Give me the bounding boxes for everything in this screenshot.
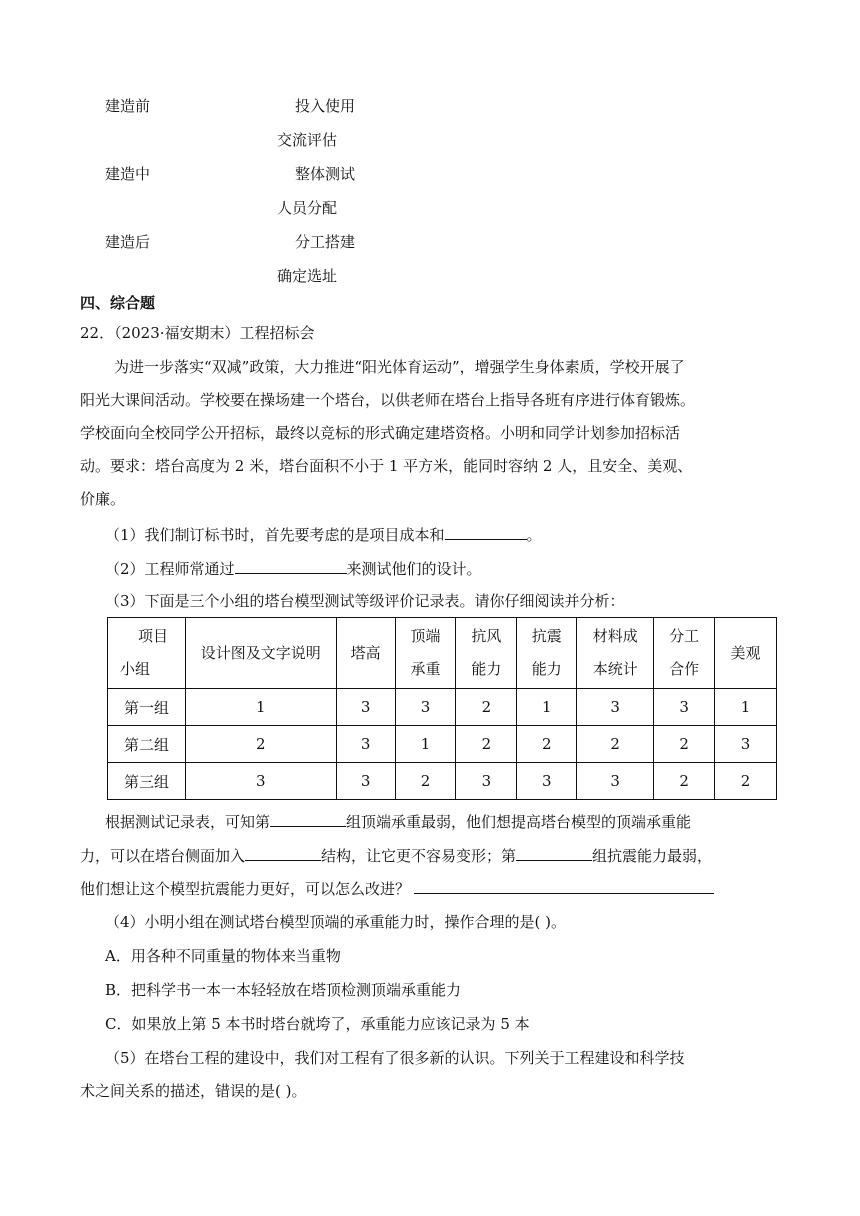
score-cell: 2	[654, 763, 715, 800]
intro-line: 学校面向全校同学公开招标，最终以竞标的形式确定建塔资格。小明和同学计划参加招标活	[80, 424, 681, 442]
score-cell: 3	[517, 763, 577, 800]
answer-blank[interactable]	[270, 810, 346, 827]
table-corner-header: 项目 小组	[108, 618, 186, 689]
section-title: 四、综合题	[80, 294, 156, 312]
question-source: （2023·福安期末）	[114, 324, 240, 342]
table-row	[108, 689, 777, 726]
group-cell: 第三组	[108, 763, 186, 800]
score-cell: 3	[185, 763, 336, 800]
intro-line: 为进一步落实“双减”政策，大力推进“阳光体育运动”，增强学生身体素质，学校开展了	[114, 358, 685, 376]
intro-line: 价廉。	[80, 490, 126, 508]
score-cell: 1	[395, 726, 456, 763]
table-row	[108, 726, 777, 763]
score-cell: 3	[336, 726, 395, 763]
column-header: 抗风 能力	[456, 618, 517, 689]
column-header: 美观	[715, 618, 777, 689]
stage-during: 建造中	[105, 165, 151, 183]
score-cell: 1	[715, 689, 777, 726]
score-cell: 3	[456, 763, 517, 800]
score-cell: 2	[654, 726, 715, 763]
column-header: 顶端 承重	[395, 618, 456, 689]
table-header-row	[108, 618, 777, 689]
score-cell: 3	[654, 689, 715, 726]
answer-blank[interactable]	[445, 523, 527, 540]
question-number: 22．	[80, 324, 115, 342]
score-cell: 2	[715, 763, 777, 800]
column-header: 材料成 本统计	[577, 618, 654, 689]
activity-item: 投入使用	[295, 97, 356, 115]
score-cell: 3	[336, 763, 395, 800]
sub-question-2: （2）工程师常通过 来测试他们的设计。	[105, 557, 482, 579]
score-cell: 1	[185, 689, 336, 726]
group-cell: 第二组	[108, 726, 186, 763]
activity-item: 交流评估	[277, 131, 338, 149]
evaluation-table	[107, 617, 777, 800]
analysis-line-3: 他们想让这个模型抗震能力更好，可以怎么改进？	[80, 877, 714, 899]
column-header: 分工 合作	[654, 618, 715, 689]
stage-before: 建造前	[105, 97, 151, 115]
score-cell: 2	[185, 726, 336, 763]
option-c[interactable]: C．如果放上第 5 本书时塔台就垮了，承重能力应该记录为 5 本	[105, 1015, 530, 1033]
score-cell: 3	[577, 763, 654, 800]
sub-question-5: （5）在塔台工程的建设中，我们对工程有了很多新的认识。下列关于工程建设和科学技	[105, 1049, 685, 1067]
answer-blank[interactable]	[414, 877, 714, 894]
score-cell: 2	[577, 726, 654, 763]
sub-question-4: （4）小明小组在测试塔台模型顶端的承重能力时，操作合理的是( )。	[105, 913, 567, 931]
analysis-line-1: 根据测试记录表，可知第 组顶端承重最弱，他们想提高塔台模型的顶端承重能	[105, 810, 691, 832]
score-cell: 3	[715, 726, 777, 763]
activity-item: 人员分配	[277, 199, 338, 217]
score-cell: 2	[456, 726, 517, 763]
score-cell: 3	[336, 689, 395, 726]
answer-blank[interactable]	[245, 844, 321, 861]
score-cell: 3	[395, 689, 456, 726]
table-row	[108, 763, 777, 800]
option-a[interactable]: A．用各种不同重量的物体来当重物	[105, 947, 341, 965]
question-title: 工程招标会	[239, 324, 315, 342]
sub-question-3: （3）下面是三个小组的塔台模型测试等级评价记录表。请你仔细阅读并分析：	[105, 592, 625, 610]
analysis-line-2: 力，可以在塔台侧面加入 结构，让它更不容易变形；第 组抗震能力最弱，	[80, 844, 712, 866]
answer-blank[interactable]	[235, 557, 347, 574]
answer-blank[interactable]	[516, 844, 592, 861]
score-cell: 2	[517, 726, 577, 763]
stage-after: 建造后	[105, 233, 151, 251]
score-cell: 3	[577, 689, 654, 726]
score-cell: 1	[517, 689, 577, 726]
column-header: 设计图及文字说明	[185, 618, 336, 689]
sub-question-1: （1）我们制订标书时，首先要考虑的是项目成本和 。	[105, 523, 542, 545]
column-header: 抗震 能力	[517, 618, 577, 689]
activity-item: 分工搭建	[295, 233, 356, 251]
score-cell: 2	[456, 689, 517, 726]
column-header: 塔高	[336, 618, 395, 689]
intro-line: 阳光大课间活动。学校要在操场建一个塔台，以供老师在塔台上指导各班有序进行体育锻炼。	[80, 391, 696, 409]
score-cell: 2	[395, 763, 456, 800]
sub-question-5-cont: 术之间关系的描述，错误的是( )。	[80, 1082, 307, 1100]
option-b[interactable]: B．把科学书一本一本轻轻放在塔顶检测顶端承重能力	[105, 981, 462, 999]
activity-item: 确定选址	[277, 267, 338, 285]
group-cell: 第一组	[108, 689, 186, 726]
question-header	[80, 322, 315, 343]
activity-item: 整体测试	[295, 165, 356, 183]
intro-line: 动。要求：塔台高度为 2 米，塔台面积不小于 1 平方米，能同时容纳 2 人，且安全、美观、	[80, 457, 693, 475]
